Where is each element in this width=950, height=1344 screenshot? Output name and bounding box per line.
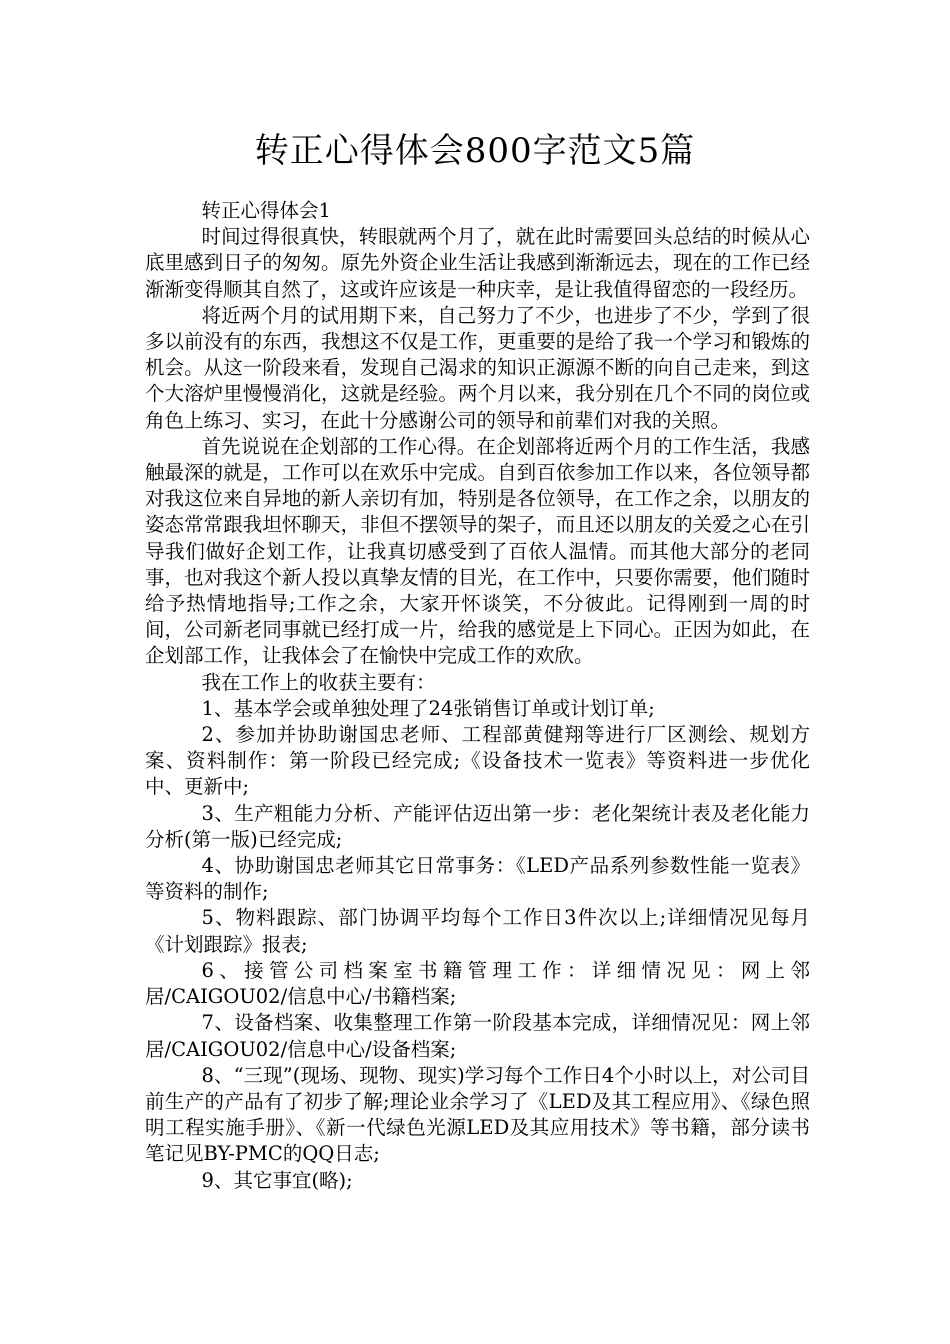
section-heading: 转正心得体会1: [201, 199, 331, 222]
document-title: 转正心得体会800字范文5篇: [254, 131, 696, 171]
list-item-3: 3、生产粗能力分析、产能评估迈出第一步：老化架统计表及老化能力分析(第一版)已经完成;: [145, 801, 810, 851]
paragraph-gains-intro: 我在工作上的收获主要有：: [201, 670, 436, 694]
list-item-7: 7、设备档案、收集整理工作第一阶段基本完成，详细情况见：网上邻居/CAIGOU02/信息中心/设备档案;: [145, 1011, 810, 1061]
document-body: [145, 198, 810, 1194]
list-item-9: 9、其它事宜(略);: [201, 1168, 353, 1192]
paragraph-intro: 时间过得很真快，转眼就两个月了，就在此时需要回头总结的时候从心底里感到日子的匆匆。原先外资企业生活让我感到渐渐远去，现在的工作已经渐渐变得顺其自然了，这或许应该是一种庆幸，是让我值得留恋的一段经历。: [145, 225, 810, 301]
paragraph-trial-period: 将近两个月的试用期下来，自己努力了不少，也进步了不少，学到了很多以前没有的东西，我想这不仅是工作，更重要的是给了我一个学习和锻炼的机会。从这一阶段来看，发现自己渴求的知识正源源不断的向自己走来，到这个大溶炉里慢慢消化，这就是经验。两个月以来，我分别在几个不同的岗位或角色上练习、实习，在此十分感谢公司的领导和前辈们对我的关照。: [145, 303, 810, 432]
paragraph-planning-dept: 首先说说在企划部的工作心得。在企划部将近两个月的工作生活，我感触最深的就是，工作可以在欢乐中完成。自到百依参加工作以来，各位领导都对我这位来自异地的新人亲切有加，特别是各位领导，在工作之余，以朋友的姿态常常跟我坦怀聊天，非但不摆领导的架子，而且还以朋友的关爱之心在引导我们做好企划工作，让我真切感受到了百依人温情。而其他大部分的老同事，也对我这个新人投以真挚友情的目光，在工作中，只要你需要，他们随时给予热情地指导;工作之余，大家开怀谈笑，不分彼此。记得刚到一周的时间，公司新老同事就已经打成一片，给我的感觉是上下同心。正因为如此，在企划部工作，让我体会了在愉快中完成工作的欢欣。: [145, 434, 810, 668]
list-item-5: 5、物料跟踪、部门协调平均每个工作日3件次以上;详细情况见每月《计划跟踪》报表;: [145, 906, 810, 956]
list-item-1: 1、基本学会或单独处理了24张销售订单或计划订单;: [201, 696, 655, 720]
list-item-2: 2、参加并协助谢国忠老师、工程部黄健翔等进行厂区测绘、规划方案、资料制作：第一阶段已经完成;《设备技术一览表》等资料进一步优化中、更新中;: [145, 723, 810, 799]
list-item-6: 6、接管公司档案室书籍管理工作：详细情况见：网上邻居/CAIGOU02/信息中心/书籍档案;: [145, 958, 810, 1009]
list-item-4: 4、协助谢国忠老师其它日常事务：《LED产品系列参数性能一览表》等资料的制作;: [145, 854, 810, 904]
list-item-8: 8、“三现”(现场、现物、现实)学习每个工作日4个小时以上，对公司目前生产的产品有了初步了解;理论业余学习了《LED及其工程应用》、《绿色照明工程实施手册》、《新一代绿色光源LED及其应用技术》等书籍，部分读书笔记见BY-PMC的QQ日志;: [145, 1063, 810, 1166]
